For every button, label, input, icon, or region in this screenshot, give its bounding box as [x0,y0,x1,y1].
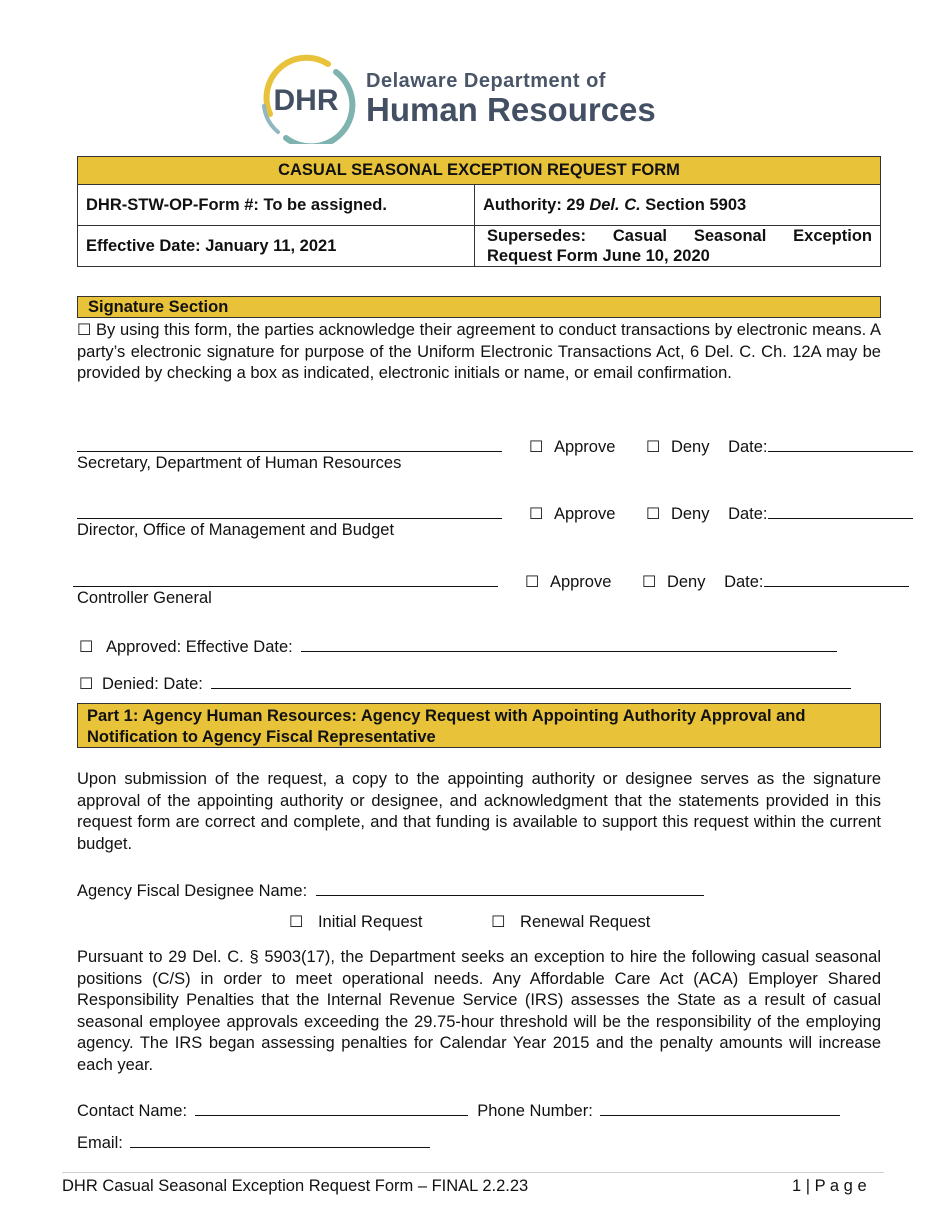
deny-label-3: Deny [666,573,706,591]
footer-page-number: 1 | P a g e [792,1177,867,1195]
renewal-request-checkbox[interactable]: ☐ [491,914,506,931]
form-number: DHR-STW-OP-Form #: To be assigned. [78,185,475,226]
initial-request-checkbox[interactable]: ☐ [289,914,304,931]
date-label-3: Date: [724,573,764,591]
denied-date-line[interactable] [211,670,851,689]
footer-left: DHR Casual Seasonal Exception Request Form – FINAL 2.2.23 [62,1177,529,1195]
approve-label-3: Approve [549,573,612,591]
contact-name-line[interactable] [195,1097,468,1116]
signer-1-options [529,432,913,457]
signature-line-2[interactable] [77,497,502,519]
email-label: Email: [77,1134,123,1152]
logo-wordmark [366,70,656,129]
signer-row-2 [77,497,502,524]
fiscal-designee-label: Agency Fiscal Designee Name: [77,882,308,900]
approve-checkbox-3[interactable]: ☐ [525,574,540,591]
dhr-logo-icon [256,52,356,144]
effective-date: Effective Date: January 11, 2021 [78,226,475,267]
signer-title-2: Director, Office of Management and Budget [77,521,395,539]
signature-line-1[interactable] [77,430,502,452]
signer-row-1 [77,430,502,457]
consent-paragraph [77,320,881,385]
date-line-3[interactable] [764,567,909,587]
signer-title-1: Secretary, Department of Human Resources [77,454,402,472]
phone-label: Phone Number: [477,1102,593,1120]
approve-checkbox-2[interactable]: ☐ [529,506,544,523]
deny-label-1: Deny [670,438,710,456]
approve-label-2: Approve [553,505,616,523]
initial-request-label: Initial Request [317,913,423,931]
approved-label: Approved: Effective Date: [105,638,293,656]
form-title: CASUAL SEASONAL EXCEPTION REQUEST FORM [78,157,881,185]
signer-3-options [525,567,909,592]
denied-label: Denied: Date: [101,675,203,693]
authority: Authority: 29 Del. C. Section 5903 [475,185,881,226]
dept-line2: Human Resources [366,91,656,128]
form-info-table [77,156,881,267]
deny-checkbox-3[interactable]: ☐ [642,574,657,591]
approve-label-1: Approve [553,438,616,456]
fiscal-designee-row [77,877,704,901]
deny-label-2: Deny [670,505,710,523]
supersedes: Supersedes: Casual Seasonal Exception Request Form June 10, 2020 [475,226,881,267]
approved-checkbox[interactable]: ☐ [79,639,94,656]
signature-section-heading: Signature Section [77,296,881,318]
signer-row-3 [73,565,498,592]
denied-row [79,670,851,694]
contact-name-label: Contact Name: [77,1102,188,1120]
deny-checkbox-2[interactable]: ☐ [646,506,661,523]
date-label-1: Date: [728,438,768,456]
denied-checkbox[interactable]: ☐ [79,676,94,693]
signature-line-3[interactable] [73,565,498,587]
consent-text: By using this form, the parties acknowledge their agreement to conduct transactions by electronic means. A party’s electronic signature for purpose of the Uniform Electronic Transactions Act, 6 Del. C. Ch. 12A may be provided by checking a box as indicated, electronic initials or name, or email confirmation. [77,321,881,382]
contact-row [77,1097,840,1121]
logo-monogram: DHR [273,84,339,117]
approve-checkbox-1[interactable]: ☐ [529,439,544,456]
date-label-2: Date: [728,505,768,523]
phone-line[interactable] [600,1097,840,1116]
signer-title-3: Controller General [77,589,212,607]
part1-heading: Part 1: Agency Human Resources: Agency Request with Appointing Authority Approval and Notification to Agency Fiscal Representative [77,703,881,748]
date-line-2[interactable] [768,499,913,519]
pursuant-paragraph: Pursuant to 29 Del. C. § 5903(17), the Department seeks an exception to hire the following casual seasonal positions (C/S) in order to meet operational needs. Any Affordable Care Act (ACA) Employer Shared Responsibility Penalties that the Internal Revenue Service (IRS) assesses the State as a result of casual seasonal employee approvals exceeding the 29.75-hour threshold will be the responsibility of the employing agency. The IRS began assessing penalties for Calendar Year 2015 and the penalty amounts will increase each year. [77,948,881,1074]
deny-checkbox-1[interactable]: ☐ [646,439,661,456]
fiscal-designee-line[interactable] [316,877,704,896]
approved-date-line[interactable] [301,633,837,652]
date-line-1[interactable] [768,432,913,452]
footer-divider [62,1172,884,1173]
request-type-row [289,912,650,932]
renewal-request-label: Renewal Request [520,913,651,931]
consent-checkbox[interactable]: ☐ [77,322,92,339]
part1-intro: Upon submission of the request, a copy to the appointing authority or designee serves as the signature approval of the appointing authority or designee, and acknowledgment that the statements provided in this request form are correct and complete, and that funding is available to support this request within the current budget. [77,770,881,853]
email-line[interactable] [130,1129,430,1148]
dept-line1: Delaware Department of [366,70,606,92]
email-row [77,1129,430,1153]
signer-2-options [529,499,913,524]
approved-row [79,633,837,657]
